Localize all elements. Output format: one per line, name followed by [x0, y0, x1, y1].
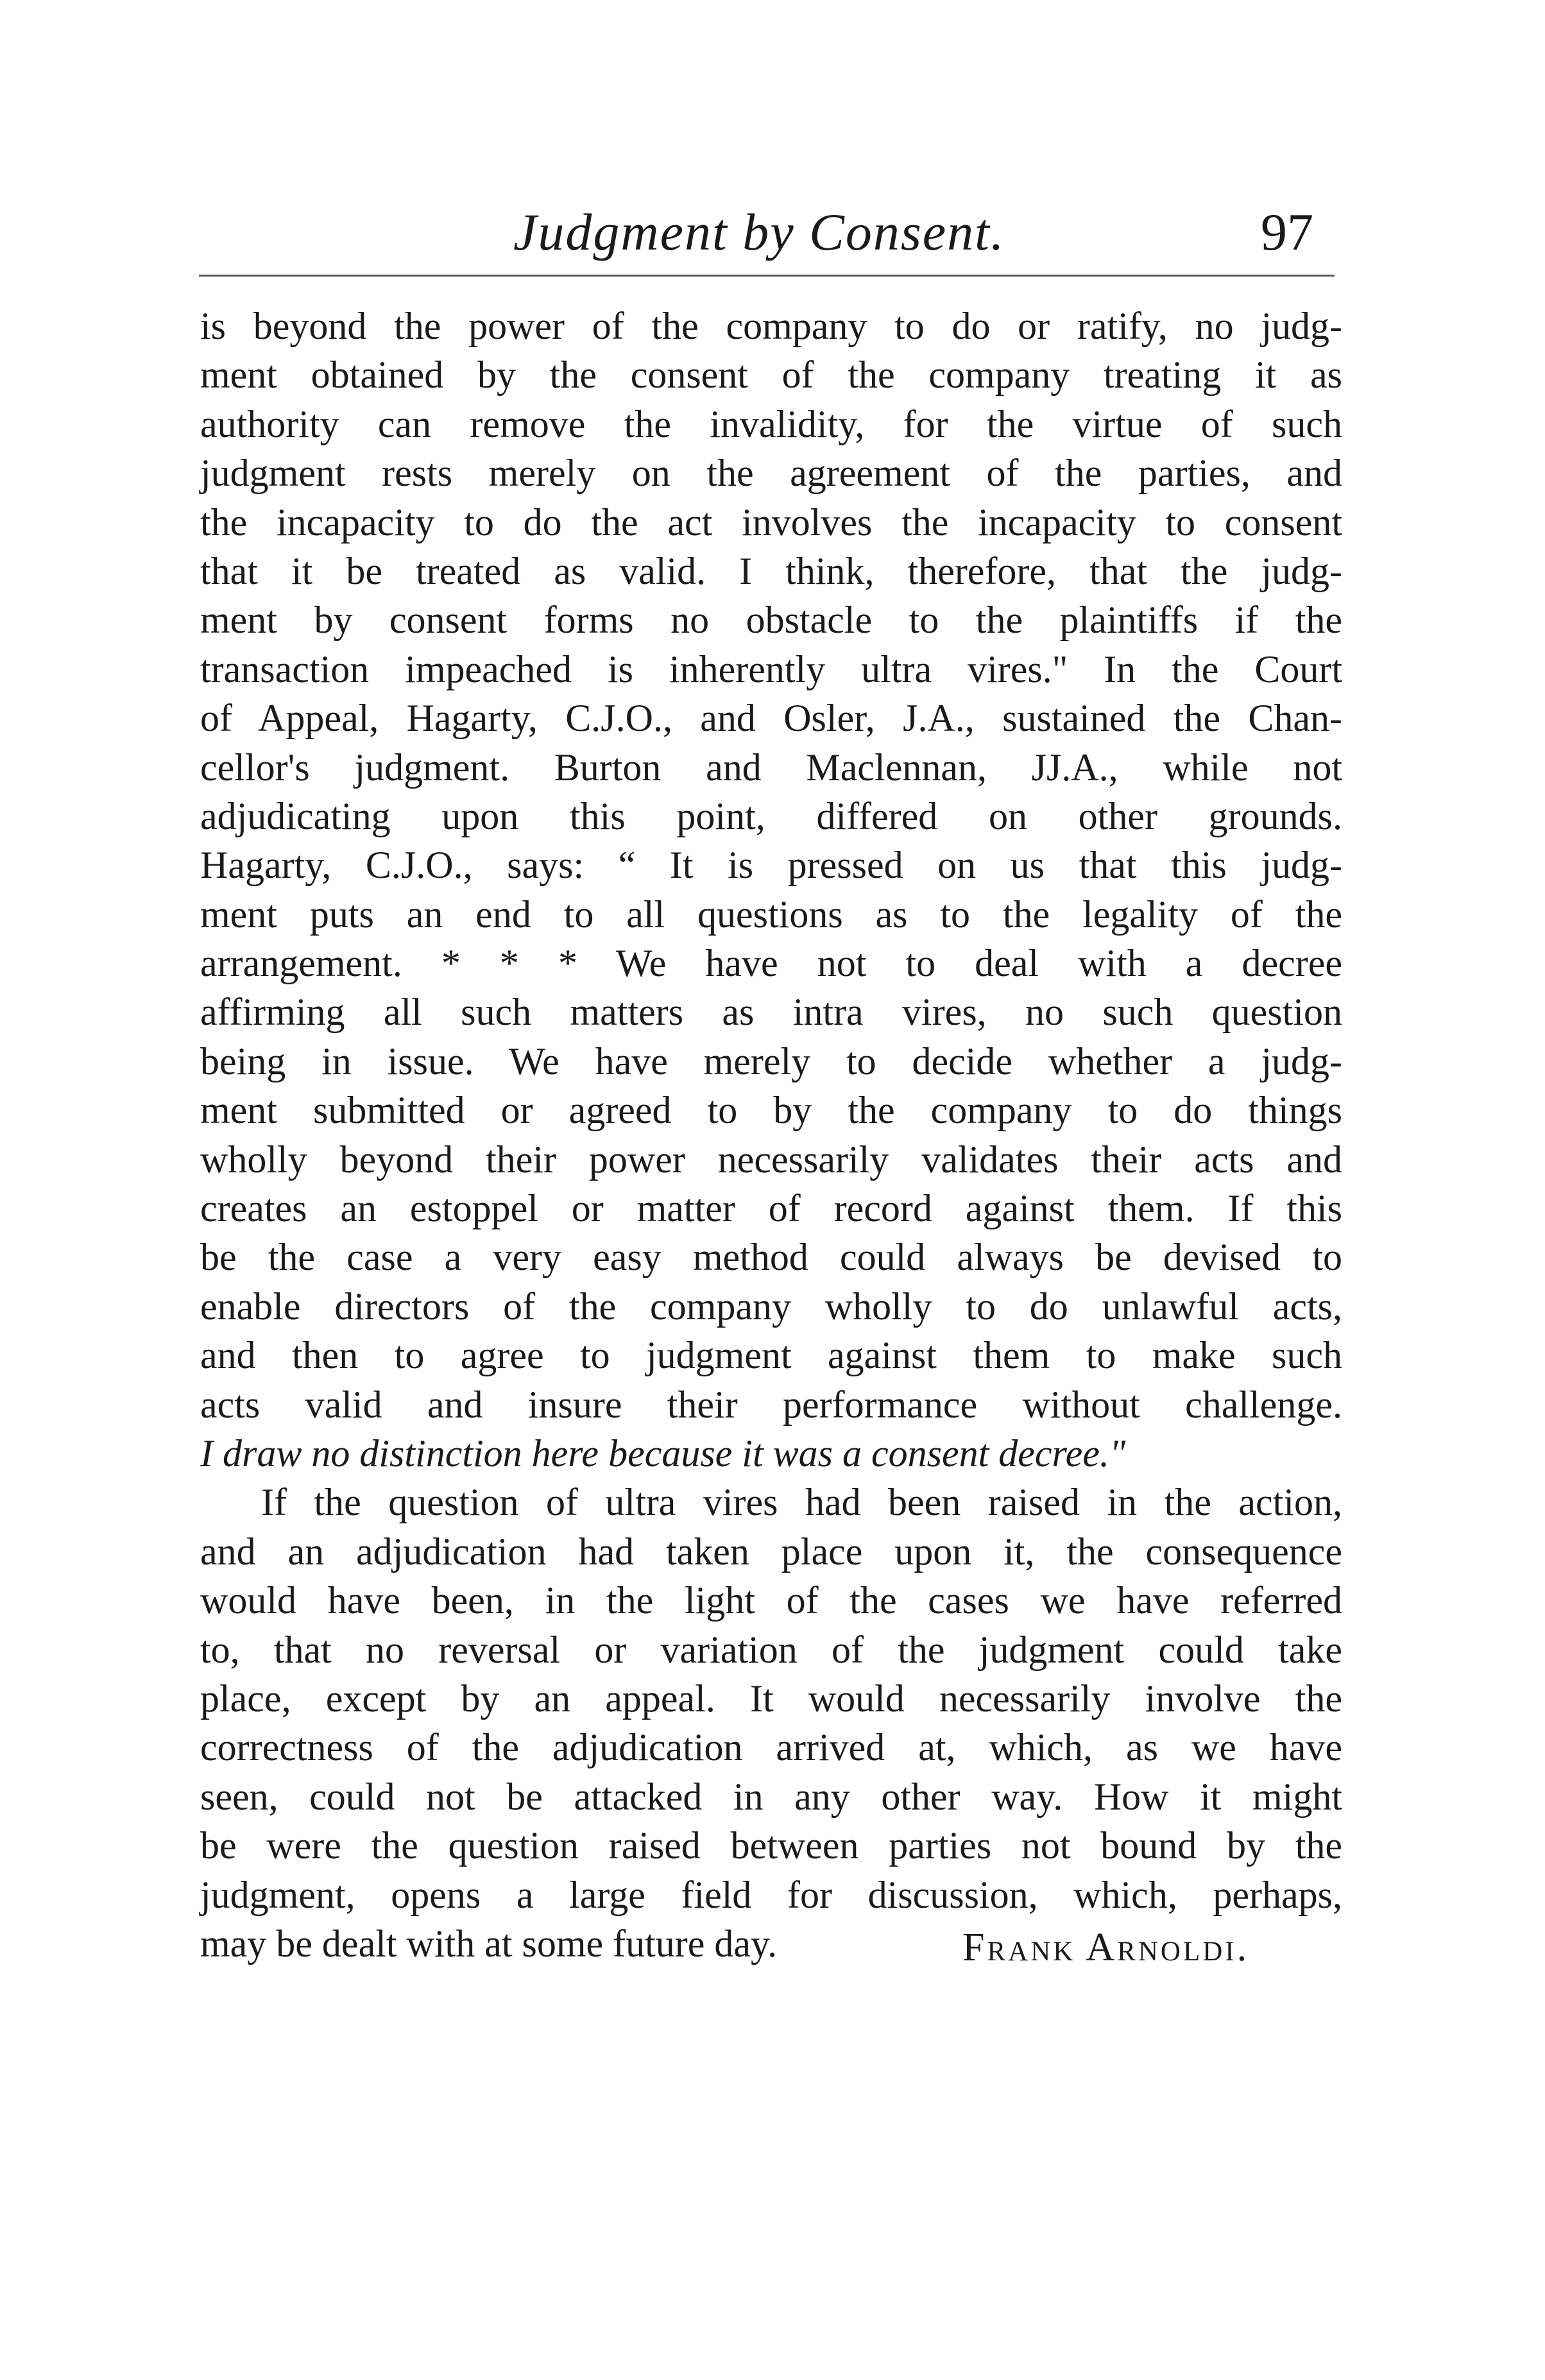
- quote-closing-line: I draw no distinction here because it was a consent decree.": [200, 1432, 1126, 1475]
- text-line: ment obtained by the consent of the company treating it as: [200, 354, 1342, 397]
- header-rule: [199, 275, 1335, 277]
- text-line: ment puts an end to all questions as to the legality of the: [200, 893, 1342, 936]
- text-line: be the case a very easy method could always be devised to: [200, 1236, 1342, 1279]
- author-signature: Frank Arnoldi.: [962, 1926, 1250, 1969]
- text-line: acts valid and insure their performance without challenge.: [200, 1383, 1342, 1426]
- text-line: affirming all such matters as intra vires, no such question: [200, 991, 1342, 1034]
- running-title: Judgment by Consent.: [513, 203, 1005, 261]
- text-line: seen, could not be attacked in any other way. How it might: [200, 1775, 1342, 1818]
- text-line: transaction impeached is inherently ultra vires." In the Court: [200, 647, 1342, 690]
- text-line: being in issue. We have merely to decide whether a judg-: [200, 1040, 1342, 1083]
- body-text: [200, 302, 1342, 1968]
- text-line: arrangement. * * * We have not to deal with a decree: [200, 942, 1342, 985]
- paragraph-last-line: may be dealt with at some future day.: [200, 1922, 778, 1965]
- text-line: correctness of the adjudication arrived at, which, as we have: [200, 1726, 1342, 1769]
- text-line: that it be treated as valid. I think, therefore, that the judg-: [200, 549, 1342, 592]
- text-line: wholly beyond their power necessarily validates their acts and: [200, 1138, 1342, 1181]
- paragraph-first-line: If the question of ultra vires had been raised in the action,: [261, 1481, 1342, 1524]
- text-line: and an adjudication had taken place upon it, the consequence: [200, 1530, 1342, 1573]
- text-line: would have been, in the light of the cases we have referred: [200, 1579, 1342, 1622]
- text-line: enable directors of the company wholly to do unlawful acts,: [200, 1285, 1342, 1328]
- text-line: adjudicating upon this point, differed on other grounds.: [200, 794, 1342, 837]
- text-line: authority can remove the invalidity, for the virtue of such: [200, 402, 1342, 445]
- text-line: of Appeal, Hagarty, C.J.O., and Osler, J.A., sustained the Chan-: [200, 697, 1342, 740]
- text-line: ment submitted or agreed to by the company to do things: [200, 1089, 1342, 1132]
- text-line: is beyond the power of the company to do or ratify, no judg-: [200, 305, 1342, 347]
- text-line: creates an estoppel or matter of record against them. If this: [200, 1187, 1342, 1230]
- text-line: cellor's judgment. Burton and Maclennan, JJ.A., while not: [200, 746, 1342, 789]
- text-line: judgment, opens a large field for discussion, which, perhaps,: [200, 1873, 1342, 1916]
- text-line: judgment rests merely on the agreement of the parties, and: [200, 452, 1342, 495]
- text-line: place, except by an appeal. It would necessarily involve the: [200, 1677, 1342, 1720]
- text-line: and then to agree to judgment against them to make such: [200, 1334, 1342, 1377]
- text-line: the incapacity to do the act involves the incapacity to consent: [200, 501, 1342, 544]
- text-line: Hagarty, C.J.O., says: “ It is pressed on us that this judg-: [200, 844, 1342, 887]
- text-line: be were the question raised between parties not bound by the: [200, 1824, 1342, 1867]
- text-line: to, that no reversal or variation of the judgment could take: [200, 1628, 1342, 1671]
- page-number: 97: [1261, 203, 1313, 261]
- running-head: [199, 193, 1335, 276]
- text-line: ment by consent forms no obstacle to the plaintiffs if the: [200, 599, 1342, 642]
